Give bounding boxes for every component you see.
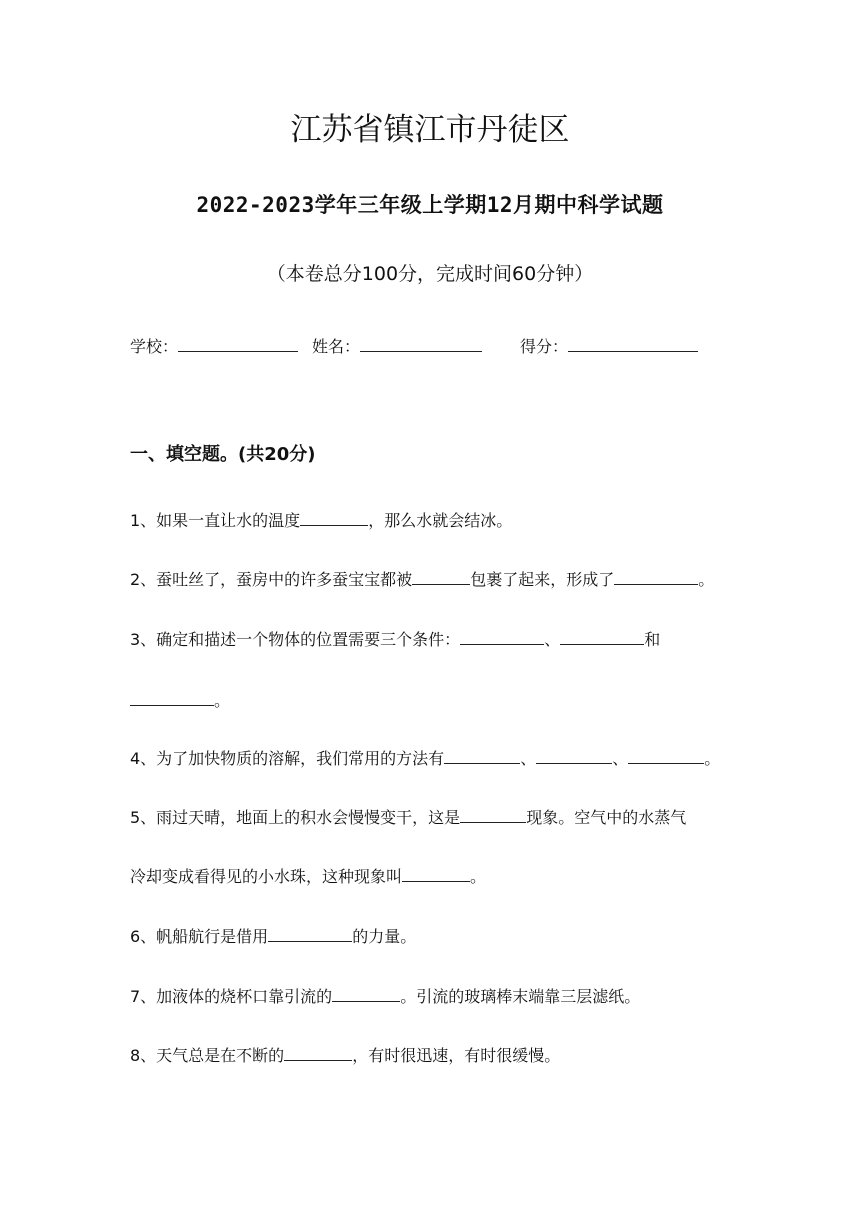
question-text: 冷却变成看得见的小水珠，这种现象叫 bbox=[130, 867, 403, 886]
answer-blank[interactable] bbox=[460, 630, 544, 645]
answer-blank[interactable] bbox=[460, 808, 526, 823]
question-text: 。 bbox=[698, 570, 715, 589]
question-text: 、 bbox=[520, 749, 537, 768]
question-text: 3、确定和描述一个物体的位置需要三个条件： bbox=[130, 630, 461, 649]
question-text: 、 bbox=[544, 630, 561, 649]
answer-blank[interactable] bbox=[536, 749, 612, 764]
name-label: 姓名： bbox=[312, 337, 361, 356]
question-text: 和 bbox=[644, 630, 661, 649]
answer-blank[interactable] bbox=[332, 987, 400, 1002]
question-text: 8、天气总是在不断的 bbox=[130, 1046, 285, 1065]
answer-blank[interactable] bbox=[412, 570, 470, 585]
exam-title: 2022-2023学年三年级上学期12月期中科学试题 bbox=[196, 193, 664, 217]
answer-blank[interactable] bbox=[614, 570, 698, 585]
question-6 bbox=[130, 924, 416, 947]
section-heading: 一、填空题。(共20分) bbox=[130, 444, 316, 465]
question-text: 1、如果一直让水的温度 bbox=[130, 511, 301, 530]
question-5 bbox=[130, 805, 686, 828]
school-label: 学校： bbox=[130, 337, 179, 356]
question-3 bbox=[130, 627, 660, 650]
question-text: 。 bbox=[470, 867, 487, 886]
question-text: 5、雨过天晴，地面上的积水会慢慢变干，这是 bbox=[130, 808, 461, 827]
question-text: 7、加液体的烧杯口靠引流的 bbox=[130, 987, 333, 1006]
exam-note: （本卷总分100分，完成时间60分钟） bbox=[266, 263, 594, 285]
question-text: 包裹了起来，形成了 bbox=[470, 570, 615, 589]
question-3-cont bbox=[130, 688, 230, 711]
question-text: ，那么水就会结冰。 bbox=[368, 511, 513, 530]
name-blank[interactable] bbox=[360, 337, 482, 352]
question-text: 。引流的玻璃棒末端靠三层滤纸。 bbox=[400, 987, 641, 1006]
question-2 bbox=[130, 567, 714, 590]
school-field bbox=[130, 334, 298, 357]
name-field bbox=[312, 334, 482, 357]
question-7 bbox=[130, 984, 640, 1007]
question-8 bbox=[130, 1043, 560, 1066]
question-1 bbox=[130, 508, 512, 531]
answer-blank[interactable] bbox=[402, 867, 470, 882]
score-blank[interactable] bbox=[568, 337, 698, 352]
question-text: 、 bbox=[612, 749, 629, 768]
answer-blank[interactable] bbox=[560, 630, 644, 645]
question-text: 现象。空气中的水蒸气 bbox=[526, 808, 687, 827]
question-text: 。 bbox=[214, 691, 231, 710]
score-label: 得分： bbox=[520, 337, 569, 356]
exam-region-title: 江苏省镇江市丹徒区 bbox=[290, 112, 570, 148]
question-text: 2、蚕吐丝了，蚕房中的许多蚕宝宝都被 bbox=[130, 570, 413, 589]
answer-blank[interactable] bbox=[268, 927, 352, 942]
answer-blank[interactable] bbox=[628, 749, 704, 764]
question-text: ，有时很迅速，有时很缓慢。 bbox=[352, 1046, 561, 1065]
question-5-cont bbox=[130, 864, 486, 887]
answer-blank[interactable] bbox=[444, 749, 520, 764]
question-text: 。 bbox=[704, 749, 721, 768]
question-text: 的力量。 bbox=[352, 927, 417, 946]
school-blank[interactable] bbox=[178, 337, 298, 352]
question-4 bbox=[130, 746, 720, 769]
question-text: 6、帆船航行是借用 bbox=[130, 927, 269, 946]
answer-blank[interactable] bbox=[130, 691, 214, 706]
question-text: 4、为了加快物质的溶解，我们常用的方法有 bbox=[130, 749, 445, 768]
answer-blank[interactable] bbox=[300, 511, 368, 526]
score-field bbox=[520, 334, 698, 357]
answer-blank[interactable] bbox=[284, 1046, 352, 1061]
